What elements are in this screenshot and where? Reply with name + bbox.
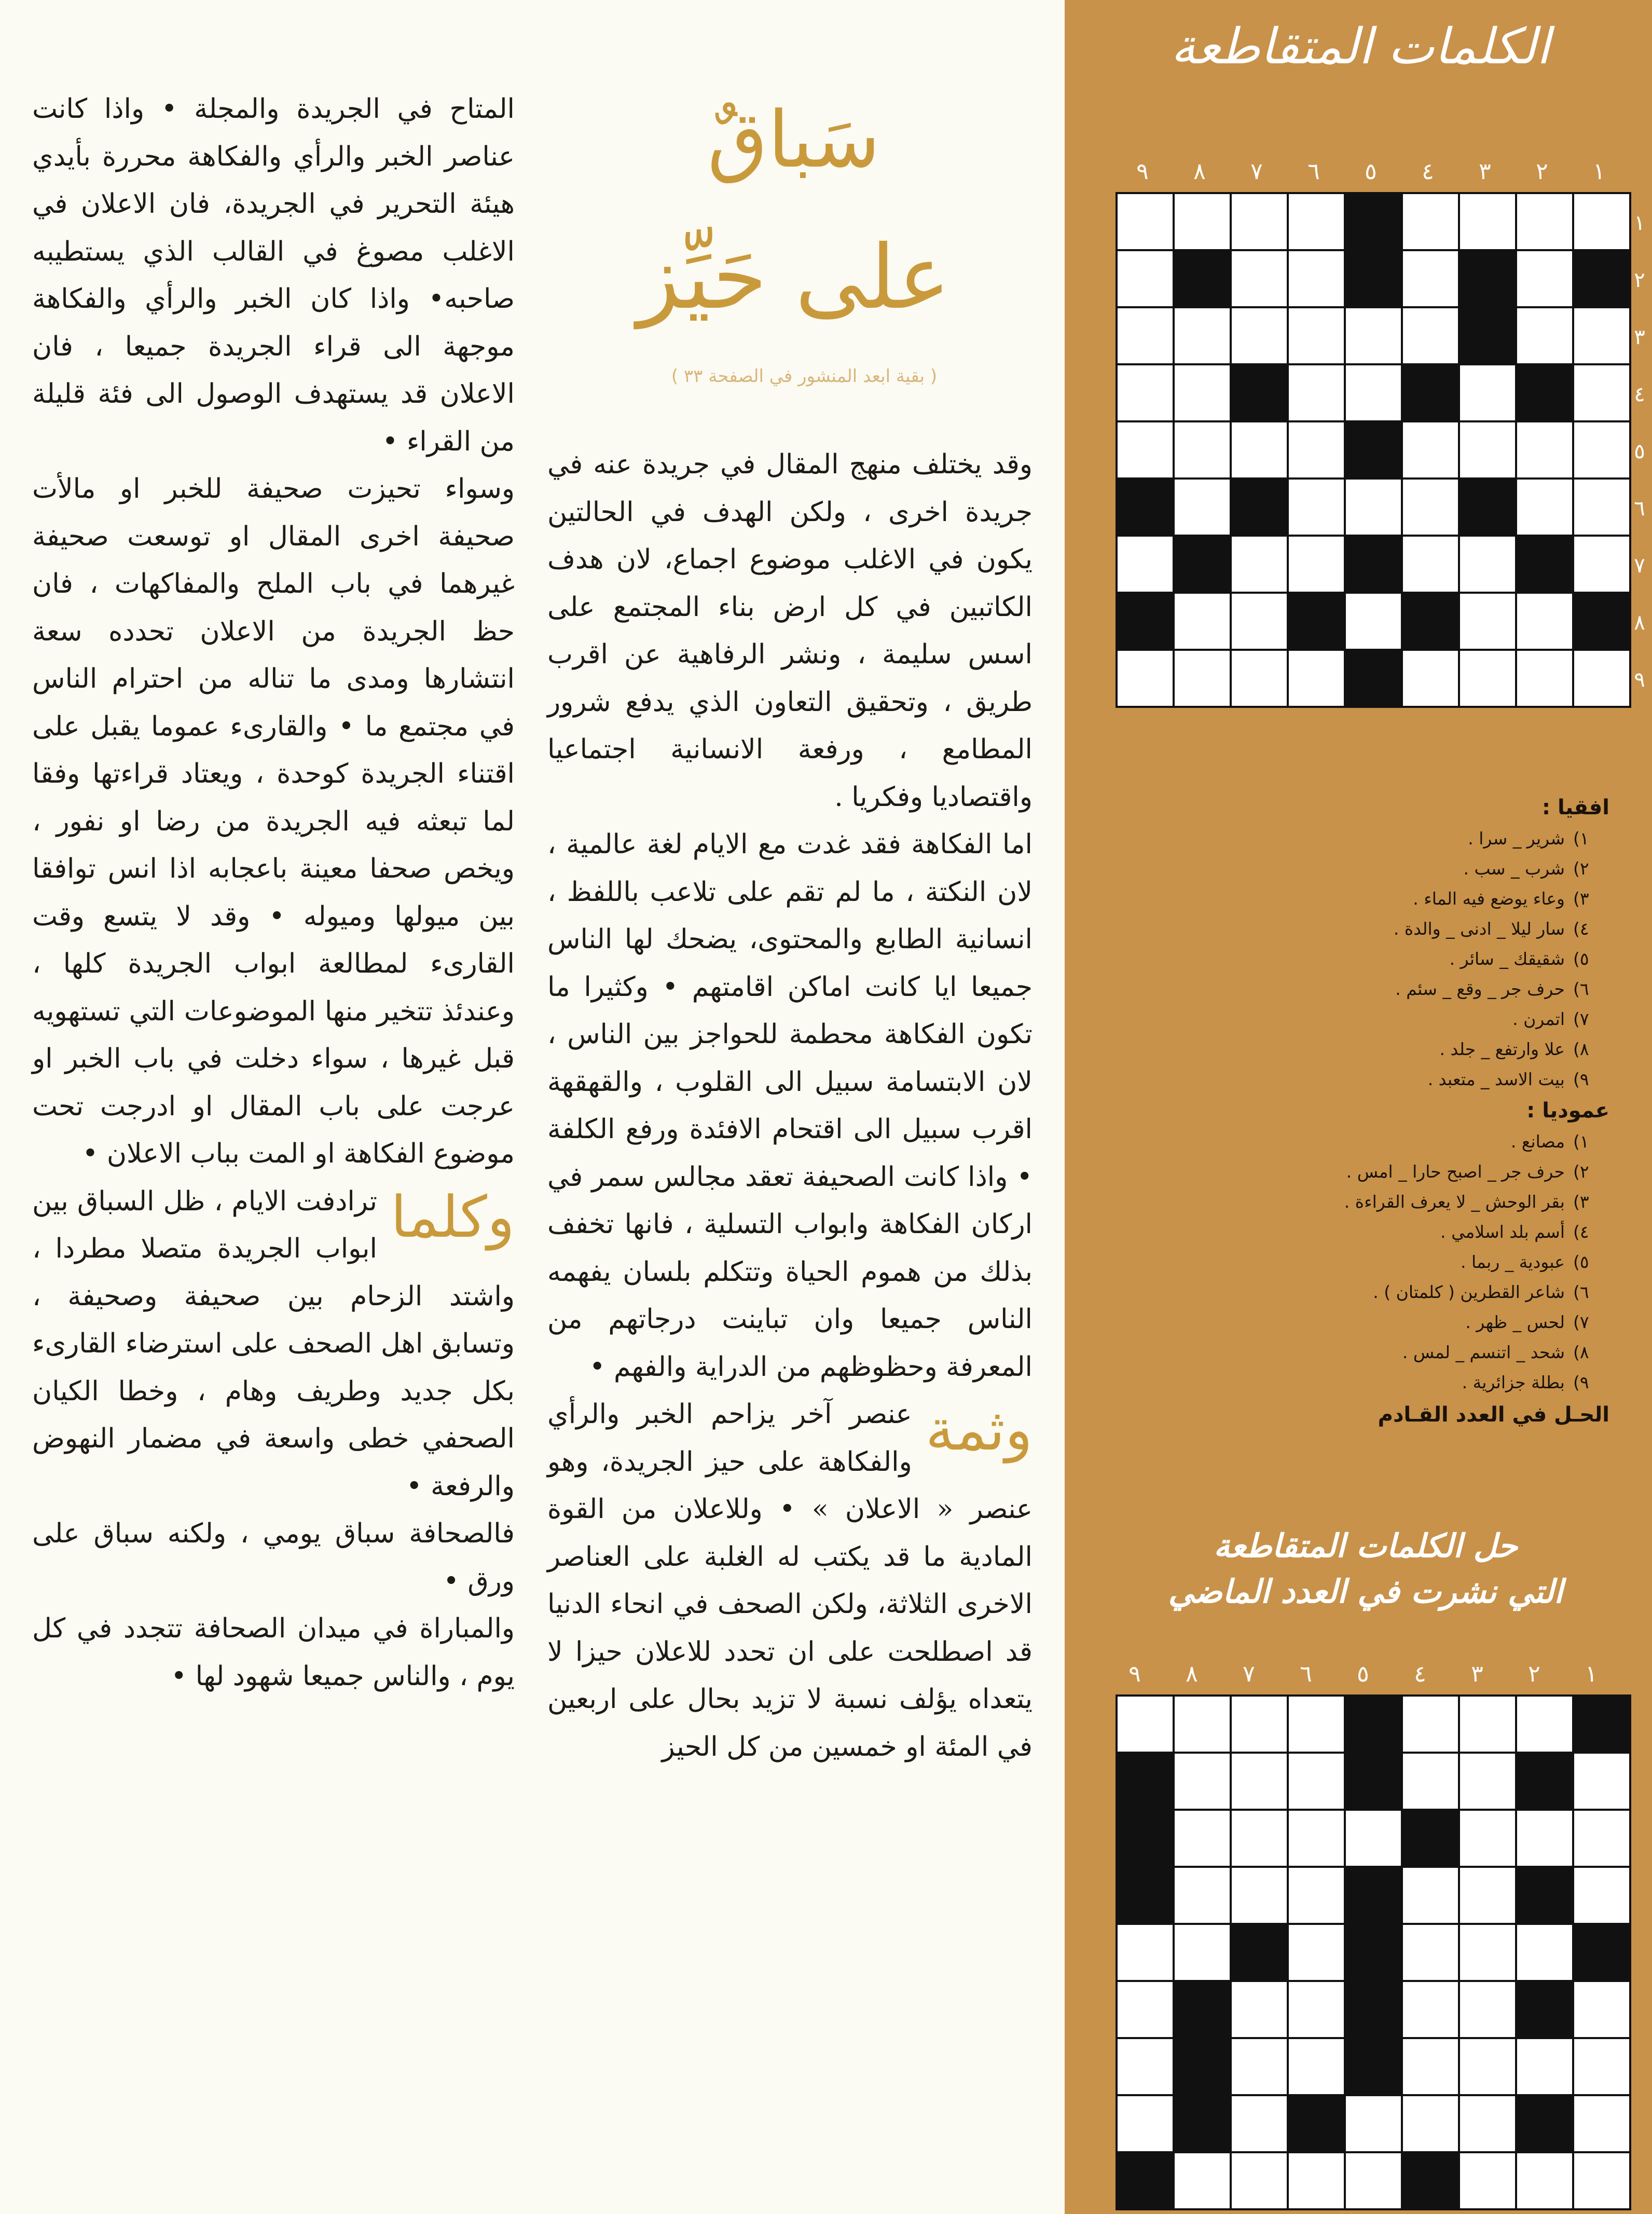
grid-cell: [1289, 1754, 1344, 1809]
grid-cell: [1118, 1697, 1173, 1752]
grid-cell: [1460, 2096, 1515, 2151]
grid-cell[interactable]: [1403, 251, 1458, 306]
clue-text: شاعر القطرين ( كلمتان ) .: [1373, 1282, 1565, 1302]
clue-text: سار ليلا _ ادنى _ والدة .: [1393, 919, 1565, 939]
grid-cell[interactable]: [1175, 194, 1230, 249]
grid-cell-black: [1403, 594, 1458, 649]
grid-cell-black: [1574, 1925, 1629, 1980]
grid-cell-black: [1460, 480, 1515, 535]
clue-number: ٤): [1573, 1222, 1589, 1242]
grid-cell-black: [1175, 1982, 1230, 2037]
col-number: ٧: [1250, 158, 1263, 185]
grid-cell: [1574, 1754, 1629, 1809]
across-clue: [1132, 854, 1609, 884]
crossword-clues: [1132, 791, 1609, 1430]
grid-cell: [1460, 1754, 1515, 1809]
grid-cell: [1403, 1925, 1458, 1980]
clue-number: ١): [1573, 828, 1589, 849]
clue-text: حرف جر _ وقع _ سئم .: [1395, 979, 1565, 999]
grid-cell[interactable]: [1517, 251, 1572, 306]
grid-cell: [1289, 1982, 1344, 2037]
grid-cell-black: [1346, 1754, 1401, 1809]
solution-next-issue-note: الحـل في العدد القـادم: [1378, 1403, 1609, 1427]
grid-cell[interactable]: [1118, 422, 1173, 477]
grid-cell: [1403, 1868, 1458, 1923]
grid-cell: [1574, 2039, 1629, 2094]
grid-cell-black: [1346, 1868, 1401, 1923]
grid-cell: [1574, 1982, 1629, 2037]
grid-cell[interactable]: [1460, 594, 1515, 649]
grid-cell[interactable]: [1574, 308, 1629, 363]
grid-cell[interactable]: [1175, 422, 1230, 477]
grid-cell[interactable]: [1118, 308, 1173, 363]
down-clue: [1132, 1157, 1609, 1187]
previous-solution-title-line2: التي نشرت في العدد الماضي: [1168, 1573, 1563, 1610]
grid-cell: [1232, 1811, 1287, 1866]
grid-cell[interactable]: [1289, 308, 1344, 363]
clue-text: وعاء يوضع فيه الماء .: [1413, 889, 1565, 909]
clue-number: ٨): [1573, 1342, 1589, 1362]
grid-cell: [1118, 2039, 1173, 2094]
row-number: ٧: [1634, 554, 1645, 578]
col-number: ٤: [1422, 158, 1434, 185]
paragraph: والمباراة في ميدان الصحافة تتجدد في كل يوم ، والناس جميعا شهود لها •: [32, 1613, 515, 1692]
col-number: ٥: [1365, 158, 1377, 185]
col-number: ٧: [1243, 1661, 1255, 1687]
down-clue: [1132, 1368, 1609, 1398]
row-number: ٥: [1634, 440, 1645, 463]
grid-cell: [1574, 2153, 1629, 2208]
article-middle-column: [547, 441, 1032, 1771]
clue-number: ٩): [1573, 1372, 1589, 1392]
col-number: ٣: [1471, 1661, 1483, 1687]
row-number: ٦: [1634, 497, 1645, 521]
grid-cell: [1403, 2039, 1458, 2094]
clue-number: ٤): [1573, 919, 1589, 939]
across-clue: [1132, 914, 1609, 944]
drop-word: وكلما: [390, 1183, 515, 1250]
grid-cell: [1118, 2096, 1173, 2151]
grid-cell-black: [1403, 365, 1458, 420]
grid-cell-black: [1118, 1811, 1173, 1866]
grid-cell: [1175, 1868, 1230, 1923]
grid-cell[interactable]: [1574, 537, 1629, 592]
grid-cell[interactable]: [1289, 365, 1344, 420]
down-clue: [1132, 1337, 1609, 1368]
row-number: ٤: [1634, 382, 1645, 406]
grid-cell[interactable]: [1517, 651, 1572, 706]
grid-cell: [1289, 1925, 1344, 1980]
crossword-grid[interactable]: [1116, 192, 1631, 708]
col-number: ١: [1585, 1661, 1598, 1687]
clue-number: ٥): [1573, 1252, 1589, 1272]
grid-cell: [1118, 1982, 1173, 2037]
clue-text: شحد _ اتنسم _ لمس .: [1402, 1342, 1565, 1362]
down-heading: عموديا :: [1526, 1099, 1609, 1123]
down-clue: [1132, 1247, 1609, 1277]
grid-cell-black: [1574, 594, 1629, 649]
grid-cell[interactable]: [1346, 594, 1401, 649]
clue-text: بقر الوحش _ لا يعرف القراءة .: [1344, 1192, 1565, 1212]
clue-text: أسم بلد اسلامي .: [1440, 1222, 1565, 1242]
clue-text: علا وارتفع _ جلد .: [1439, 1039, 1565, 1059]
grid-cell: [1517, 1925, 1572, 1980]
grid-cell[interactable]: [1289, 651, 1344, 706]
grid-cell: [1346, 1811, 1401, 1866]
grid-cell[interactable]: [1232, 251, 1287, 306]
grid-cell: [1232, 1868, 1287, 1923]
across-clue: [1132, 824, 1609, 854]
grid-cell[interactable]: [1403, 194, 1458, 249]
row-number: ١: [1634, 211, 1645, 235]
grid-cell[interactable]: [1232, 422, 1287, 477]
grid-cell: [1574, 2096, 1629, 2151]
col-number: ٥: [1357, 1661, 1369, 1687]
grid-cell: [1232, 2096, 1287, 2151]
clue-text: بطلة جزائرية .: [1462, 1372, 1565, 1392]
grid-cell: [1460, 1811, 1515, 1866]
down-clue-list: [1132, 1127, 1609, 1398]
previous-solution-title-line1: حل الكلمات المتقاطعة: [1214, 1527, 1518, 1565]
grid-cell[interactable]: [1118, 651, 1173, 706]
grid-cell-black: [1118, 2153, 1173, 2208]
grid-cell[interactable]: [1460, 537, 1515, 592]
paragraph: فالصحافة سباق يومي ، ولكنه سباق على ورق •: [32, 1518, 515, 1597]
col-number: ٨: [1186, 1661, 1198, 1687]
col-number: ٩: [1128, 1661, 1141, 1687]
grid-cell-black: [1175, 2096, 1230, 2151]
grid-cell-black: [1118, 480, 1173, 535]
col-number: ٢: [1528, 1661, 1540, 1687]
grid-cell-black: [1232, 1925, 1287, 1980]
grid-cell[interactable]: [1232, 194, 1287, 249]
grid-cell[interactable]: [1118, 251, 1173, 306]
grid-cell-black: [1517, 1982, 1572, 2037]
grid-cell[interactable]: [1289, 537, 1344, 592]
grid-cell-black: [1289, 2096, 1344, 2151]
grid-cell: [1232, 1982, 1287, 2037]
grid-cell: [1175, 1811, 1230, 1866]
grid-cell: [1460, 2153, 1515, 2208]
clue-number: ٦): [1573, 1282, 1589, 1302]
col-number: ٣: [1479, 158, 1491, 185]
grid-cell: [1403, 2096, 1458, 2151]
paragraph-with-dropcap: [547, 1391, 1032, 1771]
grid-cell: [1175, 1925, 1230, 1980]
grid-cell-black: [1346, 1925, 1401, 1980]
down-clue: [1132, 1187, 1609, 1217]
across-clue-list: [1132, 824, 1609, 1095]
across-clue: [1132, 944, 1609, 974]
grid-cell-black: [1118, 1868, 1173, 1923]
paragraph-with-dropcap: [32, 1178, 515, 1511]
grid-cell-black: [1346, 2039, 1401, 2094]
col-number: ٦: [1300, 1661, 1312, 1687]
grid-cell-black: [1232, 480, 1287, 535]
clue-number: ٧): [1573, 1312, 1589, 1332]
grid-cell: [1460, 1697, 1515, 1752]
col-number: ٤: [1414, 1661, 1426, 1687]
clue-text: لحس _ ظهر .: [1465, 1312, 1565, 1332]
clue-text: بيت الاسد _ متعبد .: [1427, 1069, 1565, 1089]
grid-cell[interactable]: [1460, 194, 1515, 249]
grid-cell: [1118, 1925, 1173, 1980]
grid-cell[interactable]: [1574, 194, 1629, 249]
solution-column-numbers: [1106, 1661, 1620, 1692]
grid-cell-black: [1346, 537, 1401, 592]
grid-cell: [1289, 1868, 1344, 1923]
clue-number: ٦): [1573, 979, 1589, 999]
col-number: ٢: [1536, 158, 1548, 185]
clue-number: ٢): [1573, 1161, 1589, 1182]
grid-cell-black: [1460, 251, 1515, 306]
grid-cell[interactable]: [1403, 537, 1458, 592]
grid-cell: [1517, 2153, 1572, 2208]
grid-cell[interactable]: [1517, 594, 1572, 649]
grid-cell: [1517, 1811, 1572, 1866]
grid-cell[interactable]: [1574, 365, 1629, 420]
grid-cell: [1346, 2153, 1401, 2208]
grid-cell[interactable]: [1118, 537, 1173, 592]
clue-text: عبودية _ ربما .: [1461, 1252, 1565, 1272]
down-clue: [1132, 1217, 1609, 1247]
continuation-note: ( بقية ابعد المنشور في الصفحة ٣٣ ): [671, 366, 938, 387]
grid-cell: [1289, 1811, 1344, 1866]
grid-cell: [1232, 2153, 1287, 2208]
drop-word: وثمة: [925, 1397, 1032, 1463]
row-number: ٩: [1634, 668, 1645, 692]
grid-cell[interactable]: [1460, 365, 1515, 420]
grid-cell: [1289, 2153, 1344, 2208]
paragraph-text: ترادفت الايام ، ظل السباق بين ابواب الجريدة متصلا مطردا ، واشتد الزحام بين صحيفة وصحيفة ، وتسابق اهل الصحف على استرضاء القارىء بكل جديد وطريف وهام ، وخطا الكيان الصحفي خطى واسعة في مضمار النهوض والرفعة •: [32, 1185, 515, 1502]
grid-cell: [1232, 1697, 1287, 1752]
grid-cell: [1460, 1868, 1515, 1923]
grid-cell-black: [1517, 365, 1572, 420]
col-number: ٦: [1307, 158, 1320, 185]
grid-cell-black: [1517, 537, 1572, 592]
across-clue: [1132, 1004, 1609, 1034]
clue-text: شرير _ سرا .: [1468, 828, 1565, 849]
grid-cell: [1289, 2039, 1344, 2094]
crossword-column-numbers: [1114, 158, 1628, 189]
grid-cell[interactable]: [1175, 594, 1230, 649]
grid-cell: [1175, 2153, 1230, 2208]
grid-cell-black: [1574, 251, 1629, 306]
grid-cell-black: [1346, 422, 1401, 477]
grid-cell: [1289, 1697, 1344, 1752]
grid-cell: [1460, 2039, 1515, 2094]
grid-cell: [1574, 1868, 1629, 1923]
grid-cell[interactable]: [1403, 651, 1458, 706]
down-clue: [1132, 1307, 1609, 1337]
grid-cell[interactable]: [1574, 422, 1629, 477]
grid-cell[interactable]: [1289, 251, 1344, 306]
previous-solution-title: [1117, 1523, 1615, 1615]
grid-cell-black: [1403, 2153, 1458, 2208]
across-clue: [1132, 974, 1609, 1004]
grid-cell-black: [1346, 1697, 1401, 1752]
clue-text: حرف جر _ اصبح حارا _ امس .: [1346, 1161, 1565, 1182]
grid-cell-black: [1574, 1697, 1629, 1752]
grid-cell: [1175, 1754, 1230, 1809]
grid-cell[interactable]: [1232, 537, 1287, 592]
grid-cell[interactable]: [1517, 194, 1572, 249]
crossword-row-numbers: [1629, 195, 1650, 708]
grid-cell-black: [1346, 1982, 1401, 2037]
across-heading: افقيا :: [1542, 796, 1609, 819]
grid-cell[interactable]: [1403, 308, 1458, 363]
grid-cell-black: [1232, 365, 1287, 420]
grid-cell[interactable]: [1175, 308, 1230, 363]
grid-cell-black: [1517, 1754, 1572, 1809]
col-number: ٨: [1193, 158, 1206, 185]
across-clue: [1132, 1034, 1609, 1064]
grid-cell-black: [1175, 537, 1230, 592]
grid-cell[interactable]: [1118, 194, 1173, 249]
clue-number: ١): [1573, 1131, 1589, 1152]
clue-number: ٢): [1573, 858, 1589, 879]
article-left-column: [32, 86, 515, 1700]
grid-cell[interactable]: [1232, 651, 1287, 706]
grid-cell[interactable]: [1232, 308, 1287, 363]
grid-cell-black: [1118, 1754, 1173, 1809]
grid-cell: [1403, 1982, 1458, 2037]
grid-cell[interactable]: [1517, 422, 1572, 477]
grid-cell-black: [1346, 251, 1401, 306]
grid-cell[interactable]: [1403, 422, 1458, 477]
grid-cell[interactable]: [1574, 480, 1629, 535]
grid-cell[interactable]: [1346, 480, 1401, 535]
grid-cell[interactable]: [1460, 651, 1515, 706]
grid-cell: [1403, 1697, 1458, 1752]
grid-cell-black: [1118, 594, 1173, 649]
solution-grid: [1116, 1694, 1631, 2210]
clue-number: ٧): [1573, 1009, 1589, 1029]
grid-cell-black: [1175, 251, 1230, 306]
clue-number: ٥): [1573, 949, 1589, 969]
grid-cell-black: [1517, 1868, 1572, 1923]
clue-text: شقيقك _ سائر .: [1449, 949, 1565, 969]
grid-cell[interactable]: [1517, 480, 1572, 535]
grid-cell: [1346, 2096, 1401, 2151]
grid-cell[interactable]: [1289, 194, 1344, 249]
grid-cell: [1232, 2039, 1287, 2094]
grid-cell-black: [1460, 308, 1515, 363]
grid-cell-black: [1289, 594, 1344, 649]
article-title-line1: سَباقٌ: [707, 95, 880, 185]
crossword-sidebar: [1065, 0, 1652, 2214]
clue-text: اتمرن .: [1512, 1009, 1565, 1029]
row-number: ٨: [1634, 611, 1645, 635]
grid-cell[interactable]: [1118, 365, 1173, 420]
grid-cell: [1460, 1982, 1515, 2037]
grid-cell[interactable]: [1574, 651, 1629, 706]
clue-text: مصانع .: [1510, 1131, 1565, 1152]
grid-cell[interactable]: [1289, 480, 1344, 535]
grid-cell: [1460, 1925, 1515, 1980]
col-number: ١: [1593, 158, 1605, 185]
paragraph: المتاح في الجريدة والمجلة • واذا كانت عناصر الخبر والرأي والفكاهة محررة بأيدي هيئة التحرير في الجريدة، فان الاعلان في الاغلب مصوغ في القالب الذي يستطيبه صاحبه• واذا كان الخبر والرأي والفكاهة موجهة الى قراء الجريدة جميعا ، فان الاعلان قد يستهدف الوصول الى فئة قليلة من القراء •: [32, 93, 515, 457]
across-clue: [1132, 1064, 1609, 1095]
row-number: ٣: [1634, 325, 1645, 349]
grid-cell: [1232, 1754, 1287, 1809]
grid-cell-black: [1346, 194, 1401, 249]
crossword-title: الكلمات المتقاطعة: [1171, 18, 1550, 75]
grid-cell[interactable]: [1517, 308, 1572, 363]
clue-number: ٨): [1573, 1039, 1589, 1059]
clue-number: ٩): [1573, 1069, 1589, 1089]
grid-cell[interactable]: [1232, 594, 1287, 649]
down-clue: [1132, 1277, 1609, 1307]
grid-cell-black: [1346, 651, 1401, 706]
row-number: ٢: [1634, 268, 1645, 292]
clue-number: ٣): [1573, 1192, 1589, 1212]
grid-cell[interactable]: [1289, 422, 1344, 477]
grid-cell[interactable]: [1175, 651, 1230, 706]
grid-cell: [1175, 1697, 1230, 1752]
grid-cell[interactable]: [1403, 480, 1458, 535]
grid-cell: [1574, 1811, 1629, 1866]
grid-cell[interactable]: [1346, 308, 1401, 363]
grid-cell[interactable]: [1175, 480, 1230, 535]
grid-cell: [1403, 1754, 1458, 1809]
down-clue: [1132, 1127, 1609, 1157]
grid-cell: [1517, 2039, 1572, 2094]
paragraph: وسواء تحيزت صحيفة للخبر او مالأت صحيفة اخرى المقال او توسعت صحيفة غيرهما في باب الملح والمفاكهات ، فان حظ الجريدة من الاعلان تحدده سعة انتشارها ومدى ما تناله من احترام الناس في مجتمع ما • والقارىء عموما يقبل على اقتناء الجريدة كوحدة ، ويعتاد قراءتها وفقا لما تبعثه فيه الجريدة من رضا او نفور ، ويخص صحفا معينة باعجابه اذا انس توافقا بين ميولها وميوله • وقد لا يتسع وقت القارىء لمطالعة ابواب الجريدة كلها ، وعندئذ تتخير منها الموضوعات التي تستهويه قبل غيرها ، سواء دخلت في باب الخبر او عرجت على باب المقال او ادرجت تحت موضوع الفكاهة او المت بباب الاعلان •: [32, 473, 515, 1169]
clue-number: ٣): [1573, 889, 1589, 909]
grid-cell[interactable]: [1460, 422, 1515, 477]
grid-cell-black: [1403, 1811, 1458, 1866]
grid-cell-black: [1517, 2096, 1572, 2151]
across-clue: [1132, 884, 1609, 914]
grid-cell-black: [1175, 2039, 1230, 2094]
grid-cell[interactable]: [1175, 365, 1230, 420]
grid-cell: [1517, 1697, 1572, 1752]
grid-cell[interactable]: [1346, 365, 1401, 420]
col-number: ٩: [1136, 158, 1149, 185]
paragraph: وقد يختلف منهج المقال في جريدة عنه في جريدة اخرى ، ولكن الهدف في الحالتين يكون في الاغلب موضوع اجماع، لان هدف الكاتبين في كل ارض بناء المجتمع على اسس سليمة ، ونشر الرفاهية عن اقرب طريق ، وتحقيق التعاون الذي يدفع شرور المطامع ، ورفعة الانسانية اجتماعيا واقتصاديا وفكريا .: [547, 449, 1032, 813]
article-title-line2: على حَيِّز: [637, 226, 951, 329]
paragraph-text: عنصر آخر يزاحم الخبر والرأي والفكاهة على حيز الجريدة، وهو عنصر « الاعلان » • وللاعلان من القوة المادية ما قد يكتب له الغلبة على العناصر الاخرى الثلاثة، ولكن الصحف في انحاء الدنيا قد اصطلحت على ان تحدد للاعلان حيزا لا يتعداه يؤلف نسبة لا تزيد بحال على اربعين في المئة او خمسين من كل الحيز: [547, 1399, 1032, 1762]
clue-text: شرب _ سب .: [1463, 858, 1565, 879]
paragraph: اما الفكاهة فقد غدت مع الايام لغة عالمية ، لان النكتة ، ما لم تقم على تلاعب باللفظ ، انسانية الطابع والمحتوى، يضحك لها الناس جميعا ايا كانت اماكن اقامتهم • وكثيرا ما تكون الفكاهة محطمة للحواجز بين الناس ، لان الابتسامة سبيل الى القلوب ، والقهقهة اقرب سبيل الى اقتحام الافئدة ورفع الكلفة • واذا كانت الصحيفة تعقد مجالس سمر في اركان الفكاهة وابواب التسلية ، فانها تخفف بذلك من هموم الحياة وتتكلم بلسان يفهمه الناس جميعا وان تباينت درجاتهم من المعرفة وحظوظهم من الدراية والفهم •: [547, 829, 1032, 1383]
